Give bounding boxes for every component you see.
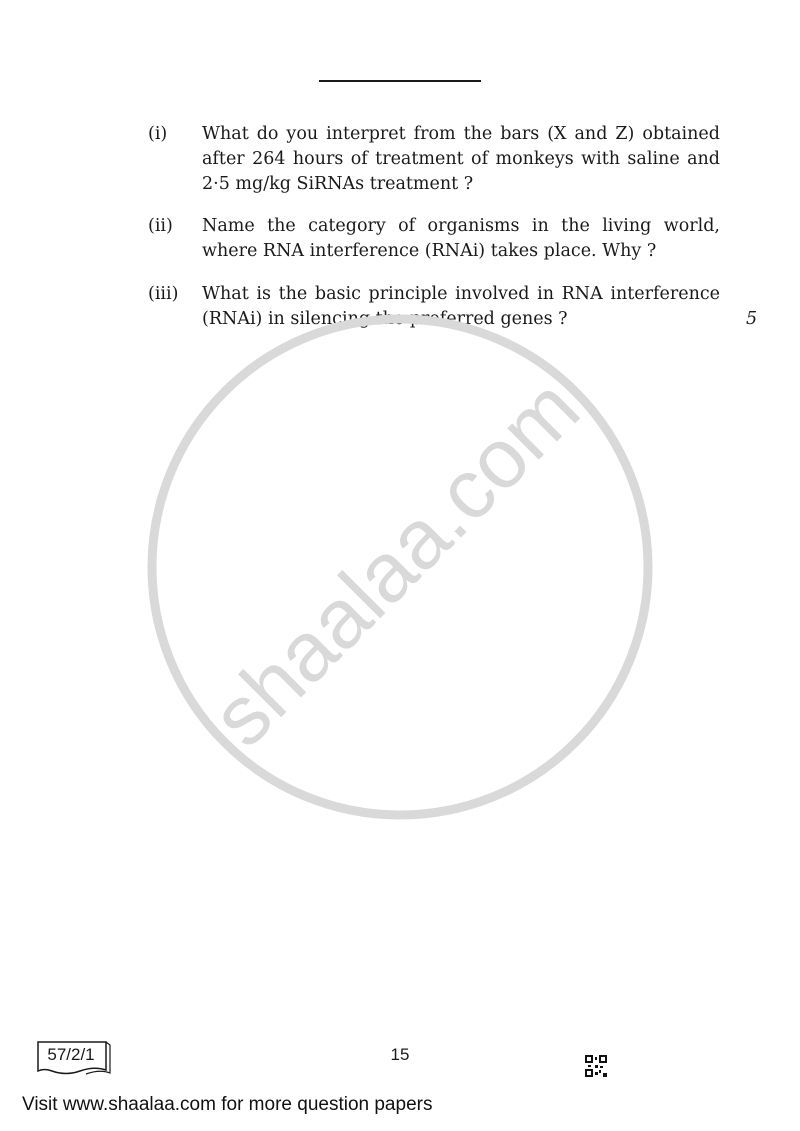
footer-text: Visit www.shaalaa.com for more question papers xyxy=(22,1094,433,1115)
page-number: 15 xyxy=(390,1045,410,1064)
question-text: What is the basic principle involved in RNA interference (RNAi) in silencing the preferred genes ? xyxy=(202,284,720,329)
watermark-text: shaalaa.com xyxy=(193,360,597,764)
question-number: (iii) xyxy=(148,284,179,304)
paper-code: 57/2/1 xyxy=(47,1045,95,1064)
watermark-circle xyxy=(152,319,648,815)
qr-code-icon xyxy=(585,1055,607,1077)
question-text: Name the category of organisms in the living world, where RNA interference (RNAi) takes place. Why ? xyxy=(202,216,720,261)
top-divider xyxy=(319,80,481,82)
question-number: (i) xyxy=(148,124,168,144)
question-ii xyxy=(148,214,720,264)
question-i xyxy=(148,122,720,197)
question-text: What do you interpret from the bars (X and Z) obtained after 264 hours of treatment of monkeys with saline and 2·5 mg/kg SiRNAs treatment ? xyxy=(202,124,720,194)
question-number: (ii) xyxy=(148,216,173,236)
marks-label: 5 xyxy=(746,309,758,329)
question-iii xyxy=(148,282,720,332)
paper-code-box xyxy=(36,1040,112,1084)
